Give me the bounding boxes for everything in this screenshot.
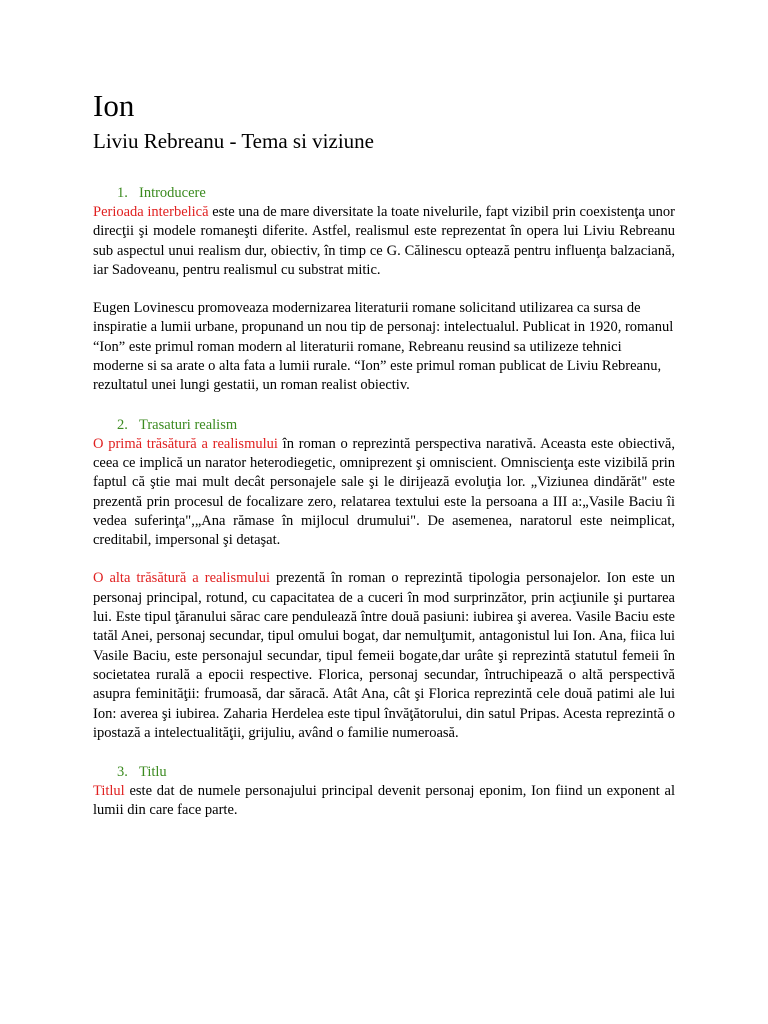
section-number: 3. [117,764,128,781]
section-heading-label: Trasaturi realism [139,416,238,433]
section-number: 2. [117,416,128,433]
paragraph [93,569,675,743]
paragraph-text: este dat de numele personajului principal devenit personaj eponim, Ion fiind un exponent al lumii din care face parte. [93,783,675,819]
highlighted-phrase: O alta trăsătură a realismului [93,570,270,587]
paragraph [93,299,675,395]
section-heading-introducere [93,183,675,203]
paragraph [93,435,675,551]
document-title: Ion [93,88,135,123]
section-heading-label: Introducere [139,185,206,201]
section-number: 1. [117,185,128,201]
paragraph [93,782,675,821]
paragraph-text: este una de mare diversitate la toate nivelurile, fapt vizibil prin coexistenţa unor direcţii şi modele romaneşti diferite. Astfel, realismul este reprezentat în opera lui Liviu Rebreanu sub aspectul unui realism dur, obiectiv, în timp ce G. Călinescu optează pentru influenţa balzaciană, iar Sadoveanu, pentru realismul cu substrat mitic. [93,204,675,278]
document-subtitle: Liviu Rebreanu - Tema si viziune [93,129,374,153]
paragraph [93,203,675,280]
paragraph-text: Eugen Lovinescu promoveaza modernizarea literaturii romane solicitand utilizarea ca sursa de inspiratie a lumii urbane, propunand un nou tip de personaj: intelectualul. Publicat in 1920, romanul “Ion” este primul roman modern al literaturii romane, Rebreanu reusind sa utilizeze tehnici moderne si sa arate o alta fata a lumii rurale. “Ion” este primul roman publicat de Liviu Rebreanu, rezultatul unei lungi gestatii, un roman realist obiectiv. [93,300,674,394]
paragraph-text: prezentă în roman o reprezintă tipologia personajelor. Ion este un personaj principal, rotund, cu capacitatea de a cuceri în mod surprinzător, prin acţiunile şi purtarea lui. Este tipul ţăranului sărac care pendulează între două pasiuni: iubirea şi averea. Vasile Baciu este tatăl Anei, personaj secundar, tipul omului bogat, dar nemulţumit, antagonistul lui Ion. Ana, fiica lui Vasile Baciu, este personajul secundar, tipul femeii bogate,dar urâte şi reprezintă statutul femeii în societatea rurală a epocii respective. Florica, personaj secundar, întruchipează o altă perspectivă asupra feminităţii: frumoasă, dar săracă. Atât Ana, cât şi Florica reprezintă cele două patimi ale lui Ion: averea şi iubirea. Zaharia Herdelea este tipul învăţătorului, din satul Pripas. Acesta reprezintă o ipostază a intelectualităţii, grijuliu, având o familie numeroasă. [93,570,675,741]
section-heading-trasaturi-realism [93,415,675,435]
section-heading-titlu [93,762,675,782]
paragraph-text: în roman o reprezintă perspectiva narativă. Aceasta este obiectivă, ceea ce implică un narator heterodiegetic, omniprezent şi omniscient. Omniscienţa este vizibilă prin faptul că ştie mai mult decât personajele sale şi le dirijează evoluţia lor. „Viziunea dindărăt" este prezentă prin procesul de focalizare zero, relatarea textului este la persoana a III a:„Vasile Baciu îi vedea suferinţa",„Ana rămase în mijlocul drumului". De asemenea, naratorul este neimplicat, creditabil, impersonal şi detaşat. [93,435,675,549]
highlighted-phrase: Perioada interbelică [93,204,209,220]
document-content [93,86,675,821]
section-heading-label: Titlu [139,764,167,781]
highlighted-phrase: O primă trăsătură a realismului [93,435,278,452]
highlighted-phrase: Titlul [93,783,125,800]
